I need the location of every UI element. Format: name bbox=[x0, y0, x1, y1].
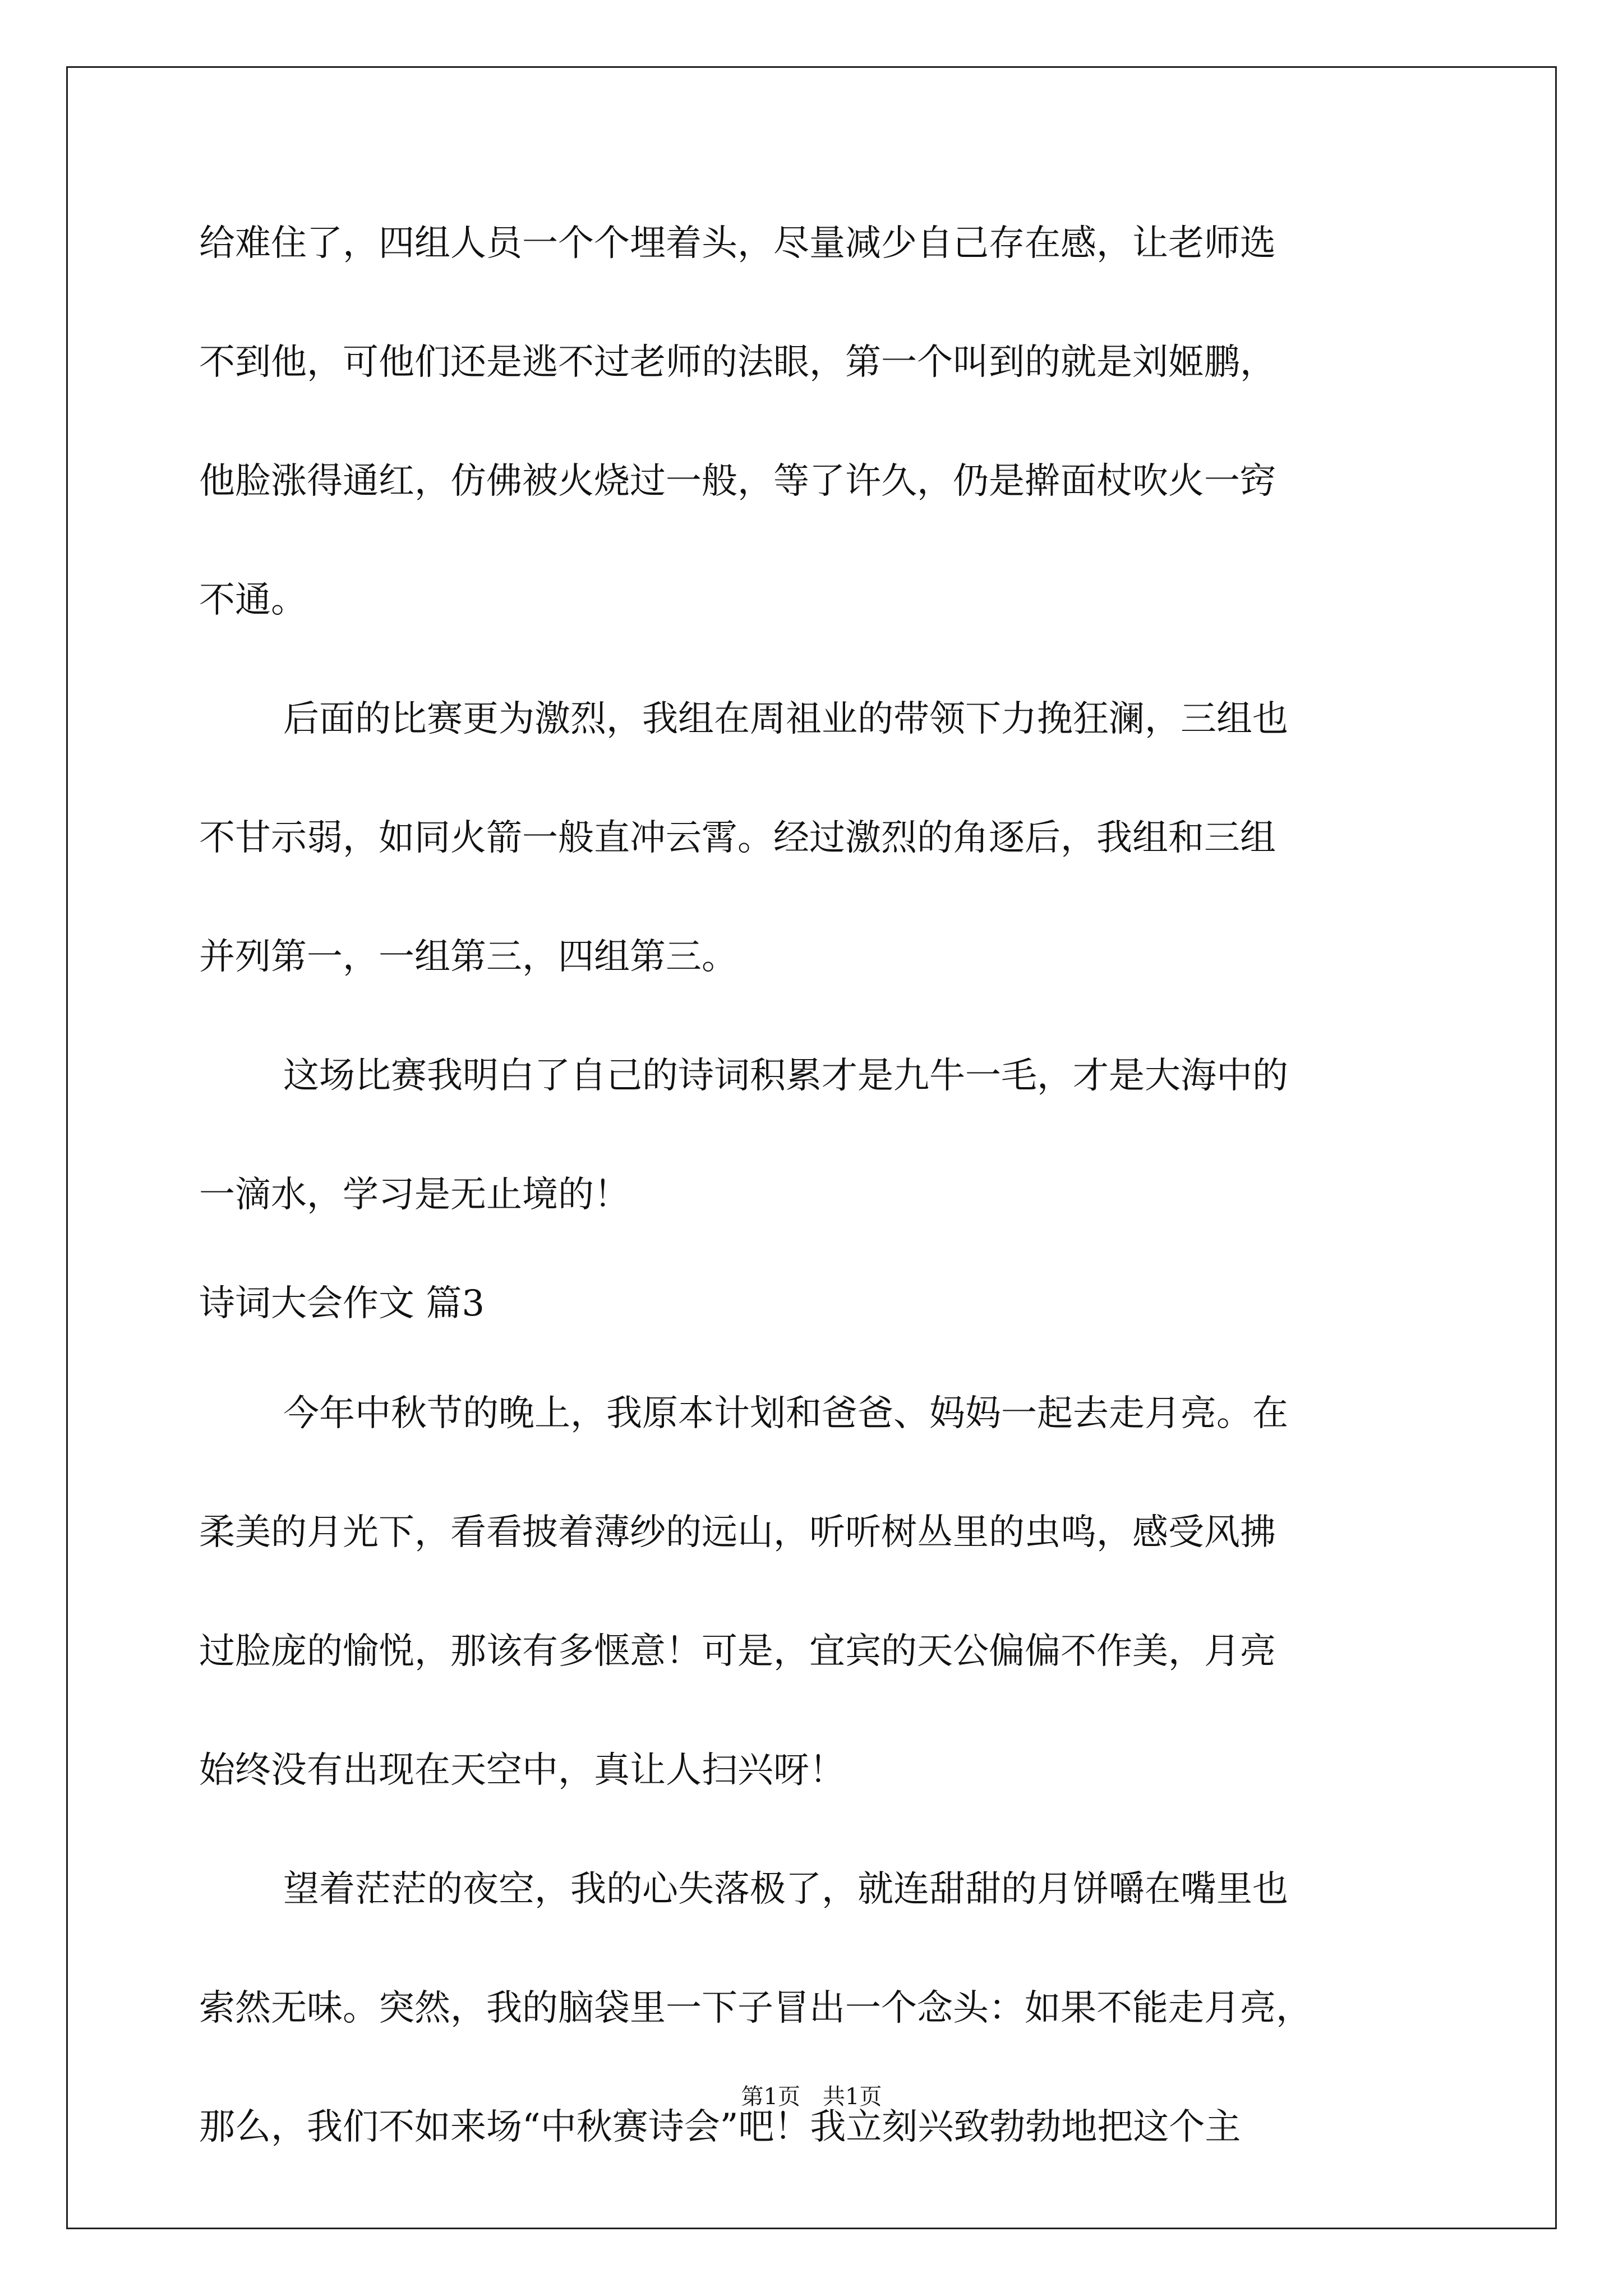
text-line: 给难住了，四组人员一个个埋着头，尽量减少自己存在感，让老师选 bbox=[199, 223, 1276, 264]
text-line: 那么，我们不如来场“中秋赛诗会”吧！我立刻兴致勃勃地把这个主 bbox=[199, 2106, 1241, 2148]
section-heading: 诗词大会作文 篇3 bbox=[199, 1283, 485, 1324]
text-line: 始终没有出现在天空中，真让人扫兴呀！ bbox=[199, 1750, 845, 1791]
paragraph-start-line: 后面的比赛更为激烈，我组在周祖业的带领下力挽狂澜，三组也 bbox=[283, 698, 1288, 740]
text-line: 过脸庞的愉悦，那该有多惬意！可是，宜宾的天公偏偏不作美，月亮 bbox=[199, 1631, 1276, 1672]
page-number-footer: 第1页 共1页 bbox=[741, 2084, 882, 2110]
paragraph-start-line: 今年中秋节的晚上，我原本计划和爸爸、妈妈一起去走月亮。在 bbox=[283, 1393, 1288, 1434]
text-line: 不到他，可他们还是逃不过老师的法眼，第一个叫到的就是刘姬鹏， bbox=[199, 342, 1276, 383]
text-line: 他脸涨得通红，仿佛被火烧过一般，等了许久，仍是擀面杖吹火一窍 bbox=[199, 461, 1276, 502]
text-line: 一滴水，学习是无止境的！ bbox=[199, 1174, 630, 1216]
paragraph-start-line: 这场比赛我明白了自己的诗词积累才是九牛一毛，才是大海中的 bbox=[283, 1055, 1288, 1097]
text-line: 不甘示弱，如同火箭一般直冲云霄。经过激烈的角逐后，我组和三组 bbox=[199, 817, 1276, 859]
text-line: 索然无味。突然，我的脑袋里一下子冒出一个念头：如果不能走月亮， bbox=[199, 1987, 1312, 2029]
text-line: 不通。 bbox=[199, 579, 307, 621]
text-line: 并列第一，一组第三，四组第三。 bbox=[199, 936, 737, 978]
text-line: 柔美的月光下，看看披着薄纱的远山，听听树丛里的虫鸣，感受风拂 bbox=[199, 1512, 1276, 1553]
paragraph-start-line: 望着茫茫的夜空，我的心失落极了，就连甜甜的月饼嚼在嘴里也 bbox=[283, 1869, 1288, 1910]
